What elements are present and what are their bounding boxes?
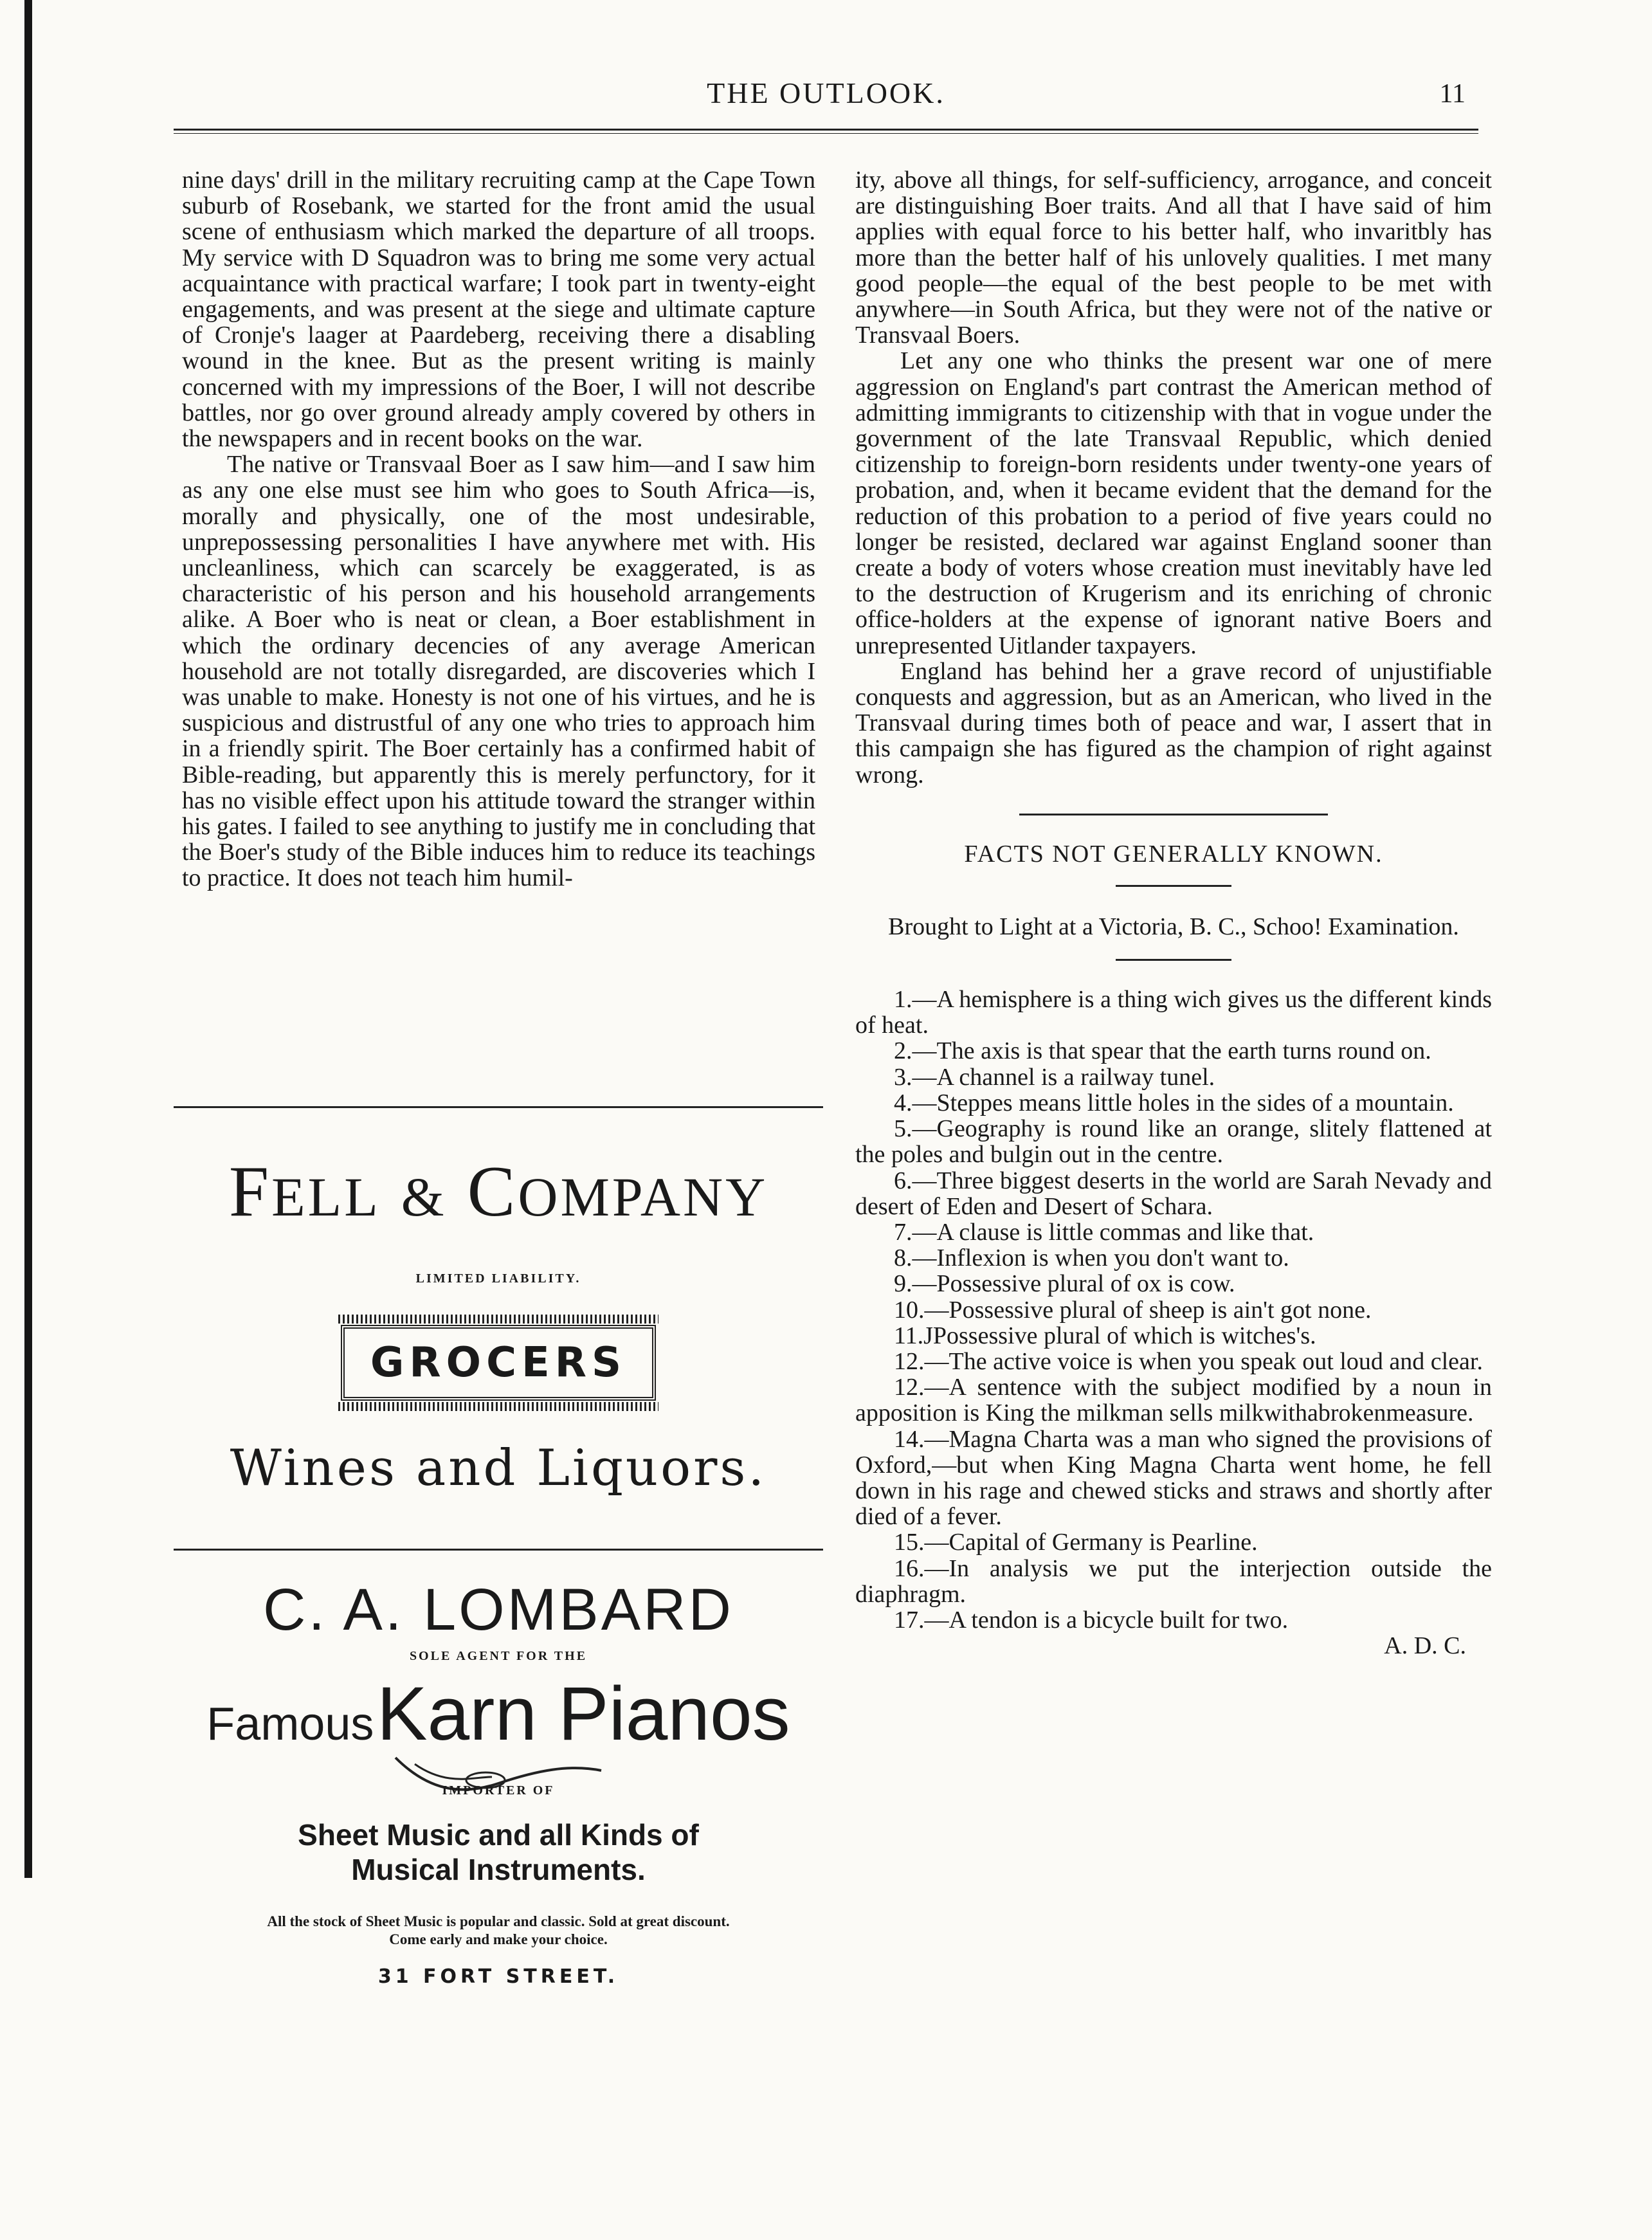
page-number: 11 xyxy=(1439,79,1466,109)
limited-liability: LIMITED LIABILITY. xyxy=(415,1271,581,1286)
wines-liquors: Wines and Liquors. xyxy=(230,1439,767,1497)
list-item: 6.—Three biggest deserts in the world are Sarah Nevady and desert of Eden and Desert of Schara. xyxy=(855,1167,1492,1220)
article-paragraph: Let any one who thinks the present war one of mere aggression on England's part contrast the American method of admitting immigrants to citizenship with that in vogue under the government of the late Transvaal Republic, which denied citizenship to foreign-born residents under twenty-one years of probation, and, when it became evident that the demand for the reduction of this probation to a period of five years could no longer be resisted, declared war against England sooner than create a body of voters whose creation must inevitably have led to the destruction of Krugerism and its enriching of chronic office-holders at the expense of ignorant native Boers and unrepresented Uitlander taxpayers. xyxy=(855,347,1492,659)
fell-company-name: FELL & COMPANY xyxy=(228,1152,768,1232)
divider xyxy=(1116,885,1231,887)
list-item: 10.—Possessive plural of sheep is ain't got none. xyxy=(894,1296,1372,1324)
grocers-banner: GROCERS xyxy=(341,1325,656,1401)
divider xyxy=(1116,959,1231,961)
page-header xyxy=(174,76,1478,121)
article-paragraph: The native or Transvaal Boer as I saw him—and I saw him as any one else must see him who goes to South Africa—is, morally and physically, one of the most undesirable, unprepossessing personalities I have anywhere met with. His uncleanliness, which can scarcely be exaggerated, is as characteristic of his person and his household arrangements alike. A Boer who is neat or clean, a Boer establishment in which the ordinary decencies of any average American household are not totally disregarded, are discoveries which I was unable to make. Honesty is not one of his virtues, and he is suspicious and distrustful of any one who tries to approach him in a friendly spirit. The Boer certainly has a confirmed habit of Bible-reading, but apparently this is merely perfunctory, for it has no visible effect upon his attitude toward the stranger within his gates. I failed to see anything to justify me in concluding that the Boer's study of the Bible induces him to reduce its teachings to practice. It does not teach him humil- xyxy=(182,451,815,892)
sheet-music: Sheet Music and all Kinds of Musical Instruments. xyxy=(298,1818,699,1886)
list-item: 11.JPossessive plural of which is witches's. xyxy=(894,1322,1316,1349)
facts-subtitle: Brought to Light at a Victoria, B. C., Schoo! Examination. xyxy=(888,913,1459,941)
list-item: 12.—The active voice is when you speak out loud and clear. xyxy=(894,1347,1483,1375)
facts-list xyxy=(855,987,1492,1659)
advertisement-block xyxy=(174,1106,823,1988)
divider xyxy=(174,1106,823,1108)
list-item: 9.—Possessive plural of ox is cow. xyxy=(894,1270,1235,1298)
list-item: 7.—A clause is little commas and like that. xyxy=(894,1218,1314,1246)
signature: A. D. C. xyxy=(1384,1632,1466,1660)
list-item: 5.—Geography is round like an orange, slitely flattened at the poles and bulgin out in the centre. xyxy=(855,1115,1492,1169)
left-column xyxy=(182,167,815,891)
importer-of: IMPORTER OF xyxy=(442,1783,555,1798)
article-paragraph: ity, above all things, for self-sufficiency, arrogance, and conceit are distinguishing Boer traits. And all that I have said of him applies with equal force to his better half, who invaritbly has more than the better half of his unlovely qualities. I met many good people—the equal of the best people to be met with anywhere—in South Africa, but they were not of the native or Transvaal Boers. xyxy=(855,167,1492,349)
list-item: 16.—In analysis we put the interjection outside the diaphragm. xyxy=(855,1554,1492,1608)
karn-pianos: Famous Karn Pianos xyxy=(206,1671,790,1756)
list-item: 3.—A channel is a railway tunel. xyxy=(894,1063,1215,1091)
journal-title: THE OUTLOOK. xyxy=(707,77,945,109)
article-paragraph: nine days' drill in the military recruiting camp at the Cape Town suburb of Rosebank, we started for the front amid the usual scene of enthusiasm which marked the departure of all troops. My service with D Squadron was to bring me some very actual acquaintance with practical warfare; I took part in twenty-eight engagements, and was present at the siege and ultimate capture of Cronje's laager at Paardeberg, receiving there a disabling wound in the knee. But as the present writing is mainly concerned with my impressions of the Boer, I will not describe battles, nor go over ground already amply covered by others in the newspapers and in recent books on the war. xyxy=(182,167,815,453)
list-item: 15.—Capital of Germany is Pearline. xyxy=(894,1529,1258,1556)
header-rule xyxy=(174,129,1478,134)
divider xyxy=(1019,814,1328,815)
binding-edge xyxy=(24,0,32,1878)
list-item: 14.—Magna Charta was a man who signed the provisions of Oxford,—but when King Magna Charta went home, he fell down in his rage and chewed sticks and straws and shortly after died of a fever. xyxy=(855,1425,1492,1531)
sole-agent: SOLE AGENT FOR THE xyxy=(409,1649,588,1663)
list-item: 12.—A sentence with the subject modified by a noun in apposition is King the milkman sells milkwithabrokenmeasure. xyxy=(855,1374,1492,1427)
facts-title: FACTS NOT GENERALLY KNOWN. xyxy=(964,840,1383,868)
article-paragraph: England has behind her a grave record of unjustifiable conquests and aggression, but as an American, who lived in the Transvaal during times both of peace and war, I assert that in this campaign she has figured as the champion of right against wrong. xyxy=(855,657,1492,788)
right-column xyxy=(855,167,1492,1659)
address: 31 FORT STREET. xyxy=(377,1965,619,1988)
lombard-name: C. A. LOMBARD xyxy=(263,1577,734,1643)
list-item: 1.—A hemisphere is a thing wich gives us the different kinds of heat. xyxy=(855,986,1492,1039)
divider xyxy=(174,1549,823,1551)
list-item: 4.—Steppes means little holes in the sides of a mountain. xyxy=(894,1089,1454,1116)
list-item: 8.—Inflexion is when you don't want to. xyxy=(894,1244,1289,1272)
list-item: 2.—The axis is that spear that the earth turns round on. xyxy=(894,1037,1431,1065)
stock-notice: All the stock of Sheet Music is popular and classic. Sold at great discount. Come early and make your choice. xyxy=(267,1913,730,1947)
list-item: 17.—A tendon is a bicycle built for two. xyxy=(894,1606,1289,1634)
